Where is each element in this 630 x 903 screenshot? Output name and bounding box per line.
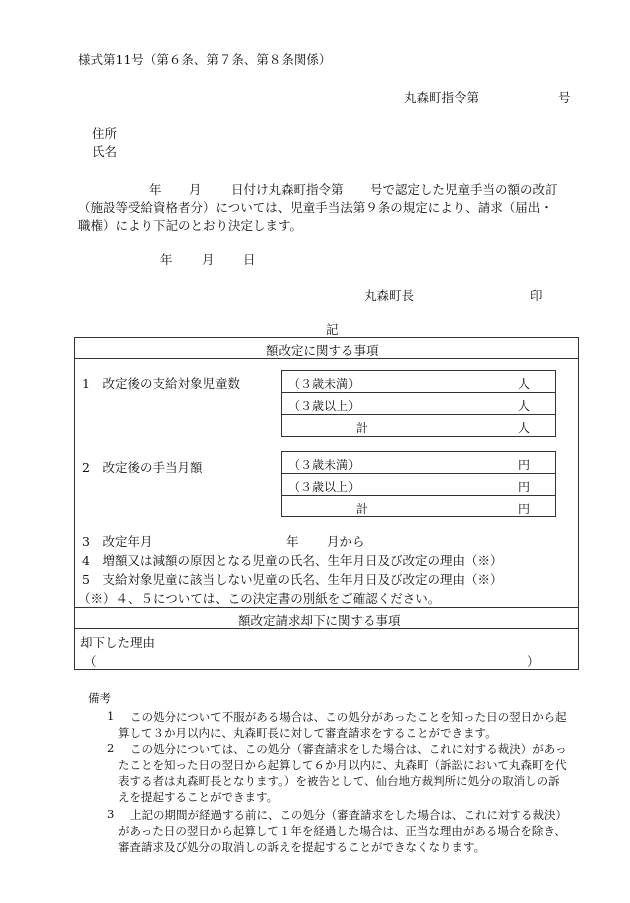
body-line2: （施設等受給資格者分）については、児童手当法第９条の規定により、請求（届出・ (78, 200, 553, 215)
body-line1-end: 号で認定した児童手当の額の改訂 (370, 182, 558, 197)
mayor-title: 丸森町長 (364, 288, 415, 303)
date-day: 日 (243, 252, 256, 267)
section2-title: 額改定請求却下に関する事項 (238, 613, 401, 628)
count-under3-label: （３歳未満） (288, 377, 361, 391)
remark-2-line: 表する者は丸森町長となります。）を被告として、仙台地方裁判所に処分の取消しの訴 (118, 774, 560, 788)
item4-text: 4 増額又は減額の原因となる児童の氏名、生年月日及び改定の理由（※） (82, 553, 503, 568)
issuer-number-suffix: 号 (558, 90, 571, 105)
count-over3-unit: 人 (518, 399, 531, 413)
remark-3-line: 上記の期間が経過する前に、この処分（審査請求をした場合は、これに対する裁決） (130, 808, 567, 822)
issuer-number-prefix: 丸森町指令第 (404, 90, 480, 105)
name-label: 氏名 (92, 144, 118, 159)
amount-over3-label: （３歳以上） (288, 480, 361, 494)
note-text: （※）４、５については、この決定書の別紙をご確認ください。 (78, 591, 441, 606)
date-year: 年 (160, 252, 173, 267)
item1-label: 1 改定後の支給対象児童数 (82, 376, 240, 391)
form-number: 様式第11号（第６条、第７条、第８条関係） (78, 52, 332, 67)
body-year: 年 (149, 182, 162, 197)
item3-label: 3 改定年月 (82, 534, 153, 549)
body-date-rest: 日付け丸森町指令第 (231, 182, 344, 197)
amount-over3-unit: 円 (518, 480, 531, 494)
item5-text: 5 支給対象児童に該当しない児童の氏名、生年月日及び改定の理由（※） (82, 572, 503, 587)
remark-3-line: があった日の翌日から起算して１年を経過した場合は、正当な理由がある場合を除き、 (118, 824, 566, 838)
item3-year: 年 (286, 534, 299, 549)
body-month: 月 (189, 182, 202, 197)
reason-paren-close: ） (527, 654, 540, 669)
address-label: 住所 (92, 126, 118, 141)
amount-under3-unit: 円 (518, 458, 531, 472)
item2-label: 2 改定後の手当月額 (82, 460, 203, 475)
remark-1-number: 1 (107, 709, 115, 723)
count-over3-label: （３歳以上） (288, 399, 361, 413)
remark-1-line: 算して３か月以内に、丸森町長に対して審査請求をすることができます。 (118, 726, 497, 740)
section1-title: 額改定に関する事項 (266, 343, 379, 358)
amount-total-unit: 円 (518, 502, 531, 516)
count-total-unit: 人 (518, 421, 531, 435)
remark-1-line: この処分について不服がある場合は、この処分があったことを知った日の翌日から起 (130, 710, 567, 724)
remark-2-line: たことを知った日の翌日から起算して６か月以内に、丸森町（訴訟において丸森町を代 (118, 758, 567, 772)
rejection-reason-label: 却下した理由 (80, 635, 156, 650)
body-line3: 職権）により下記のとおり決定します。 (78, 218, 303, 233)
remarks-title: 備考 (88, 691, 111, 705)
amount-under3-label: （３歳未満） (288, 458, 361, 472)
remark-2-line: この処分については、この処分（審査請求をした場合は、これに対する裁決）があっ (130, 742, 567, 756)
remark-3-number: 3 (107, 807, 115, 821)
count-under3-unit: 人 (518, 377, 531, 391)
ki-heading: 記 (326, 322, 339, 337)
date-month: 月 (202, 252, 215, 267)
remark-2-line: えを提起することができます。 (118, 790, 279, 804)
seal-mark: 印 (530, 288, 543, 303)
remark-2-number: 2 (107, 741, 115, 755)
reason-paren-open: （ (84, 654, 97, 669)
count-total-label: 計 (356, 421, 369, 435)
amount-total-label: 計 (356, 502, 369, 516)
remark-3-line: 審査請求及び処分の取消しの訴えを提起することができなくなります。 (118, 840, 486, 854)
item3-month: 月から (327, 534, 365, 549)
